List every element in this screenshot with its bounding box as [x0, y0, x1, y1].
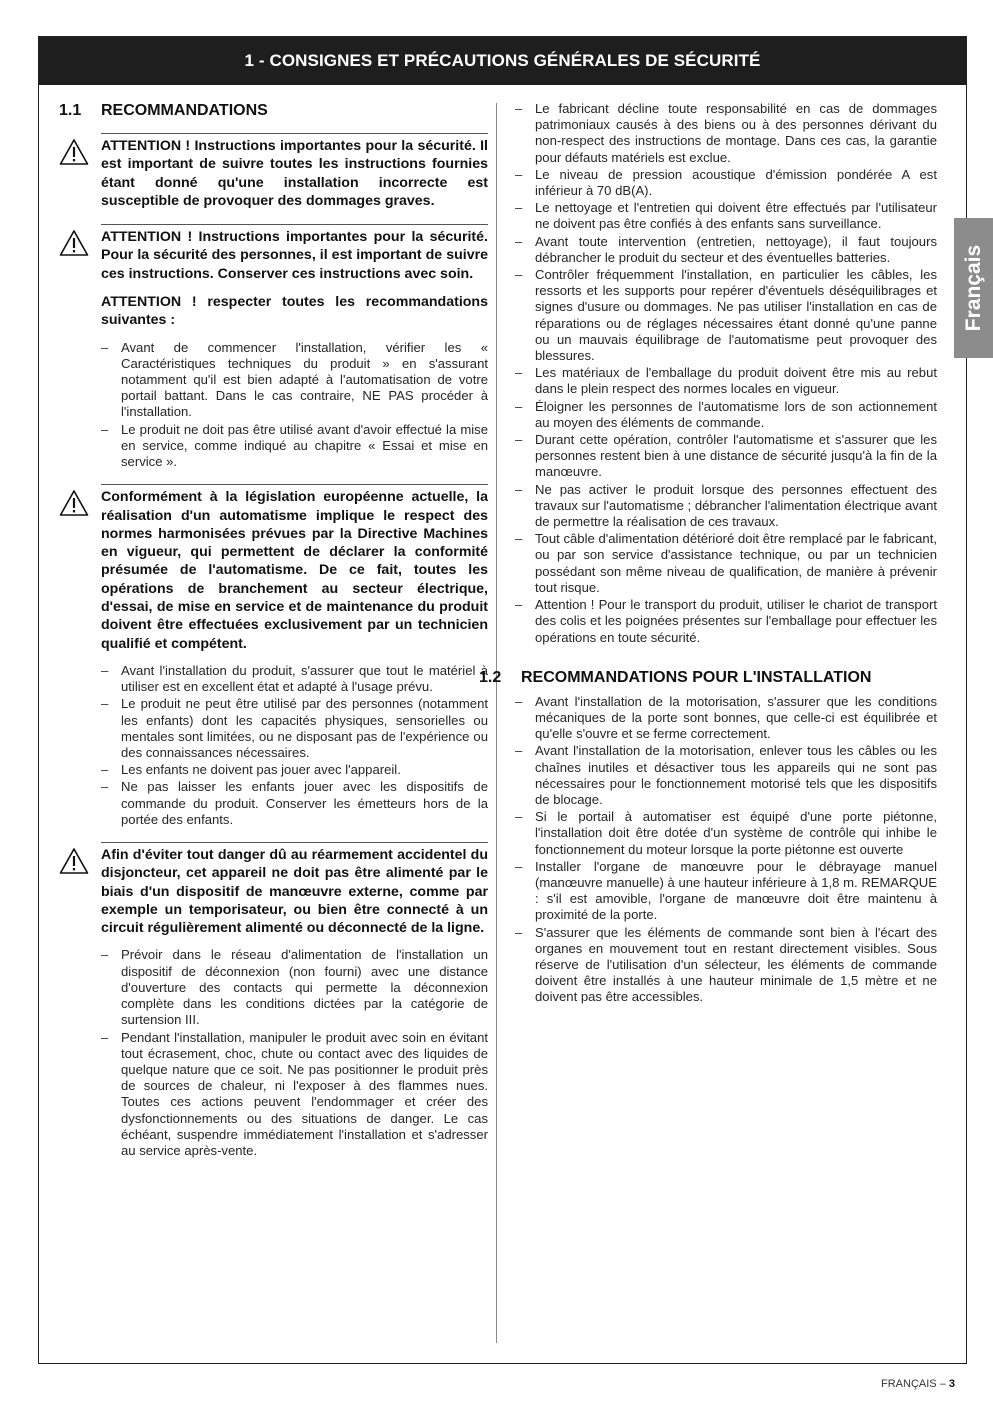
list-item: – Ne pas laisser les enfants jouer avec les dispositifs de commande du produit. Conserver les émetteurs hors de la portée des enfants. [101, 779, 488, 828]
bullet-list [101, 947, 488, 1159]
list-item: – Avant l'installation du produit, s'assurer que tout le matériel à utiliser est en excellent état et adapté à l'usage prévu. [101, 663, 488, 695]
section-title: RECOMMANDATIONS [101, 102, 268, 119]
list-item: – Avant l'installation de la motorisation, s'assurer que les conditions mécaniques de la porte sont bonnes, que celle-ci est équilibrée et qu'elle s'ouvre et se ferme correctement. [515, 694, 937, 743]
warning-text: Afin d'éviter tout danger dû au réarmement accidentel du disjoncteur, cet appareil ne doit pas être alimenté par le biais d'un dispositif de manœuvre externe, comme par exemple un temporisateur, ou bien être connecté à un circuit régulièrement alimenté ou déconnecté de la ligne. [101, 847, 488, 937]
list-item: – Le produit ne peut être utilisé par des personnes (notamment les enfants) dont les capacités physiques, sensorielles ou mentales sont limitées, ou ne disposant pas de l'expérience ou des connaissances nécessaires. [101, 696, 488, 761]
section-number: 1.1 [59, 102, 82, 119]
bullet-list [515, 694, 937, 1006]
section-number: 1.2 [479, 668, 502, 686]
list-item: – Attention ! Pour le transport du produit, utiliser le chariot de transport des colis et les poignées présentes sur l'emballage pour effectuer les opérations en toute sécurité. [515, 597, 937, 646]
warning-body [101, 224, 488, 329]
bullet-list [101, 663, 488, 828]
list-item: – Avant de commencer l'installation, vérifier les « Caractéristiques techniques du produit » en s'assurant notamment qu'il est bien adapté à l'automatisation de votre portail battant. Dans le cas contraire, NE PAS procéder à l'installation. [101, 340, 488, 421]
list-item: – Avant l'installation de la motorisation, enlever tous les câbles ou les chaînes inutiles et désactiver tous les appareils qui ne sont pas nécessaires pour le fonctionnement motorisé tels que les dispositifs de blocage. [515, 743, 937, 808]
warning-text: Conformément à la législation européenne actuelle, la réalisation d'un automatisme implique le respect des normes harmonisées prévues par la Directive Machines en vigueur, qui permettent de déclarer la conformité présumée de l'automatisme. De ce fait, toutes les opérations de branchement au secteur électrique, d'essai, de mise en service et de maintenance du produit doivent être effectuées exclusivement par un technicien qualifié et compétent. [101, 489, 488, 652]
warning-body [101, 484, 488, 653]
list-item: – Les matériaux de l'emballage du produit doivent être mis au rebut dans le plein respect des normes locales en vigueur. [515, 365, 937, 397]
bullet-list [101, 340, 488, 471]
list-item: – Tout câble d'alimentation détérioré doit être remplacé par le fabricant, ou par son service d'assistance technique, ou par un technicien possédant son même niveau de qualification, de manière à prévenir tout risque. [515, 531, 937, 596]
section-heading-1-2 [479, 668, 937, 688]
section-title: RECOMMANDATIONS POUR L'INSTALLATION [521, 668, 872, 686]
bullet-list [515, 101, 937, 646]
list-item: – Pendant l'installation, manipuler le produit avec soin en évitant tout écrasement, choc, chute ou contact avec des liquides de quelque nature que ce soit. Ne pas positionner le produit près de sources de chaleur, ni l'exposer à des flammes nues. Toutes ces actions peuvent l'endommager et créer des dysfonctionnements ou des situations de danger. Le cas échéant, suspendre immédiatement l'installation et s'adresser au service après-vente. [101, 1030, 488, 1160]
page-footer [881, 1378, 955, 1390]
list-item: – Contrôler fréquemment l'installation, en particulier les câbles, les ressorts et les supports pour repérer d'éventuels déséquilibrages et signes d'usure ou dommages. Ne pas utiliser l'installation en cas de réparations ou de réglages nécessaires étant donné qu'une panne ou un mauvais équilibrage de l'automatisme peut provoquer des blessures. [515, 267, 937, 364]
warning-text: ATTENTION ! Instructions importantes pour la sécurité. Pour la sécurité des personnes, il est important de suivre ces instructions. Conserver ces instructions avec soin. [101, 229, 488, 282]
list-item: – Les enfants ne doivent pas jouer avec l'appareil. [101, 762, 488, 778]
list-item: – Le produit ne doit pas être utilisé avant d'avoir effectué la mise en service, comme indiqué au chapitre « Essai et mise en service ». [101, 422, 488, 471]
section-1-2 [479, 668, 937, 1006]
right-column [479, 101, 937, 1007]
language-tab [954, 218, 993, 358]
warning-block [59, 484, 488, 653]
section-heading-1-1 [59, 101, 488, 121]
chapter-title: 1 - CONSIGNES ET PRÉCAUTIONS GÉNÉRALES DE SÉCURITÉ [244, 51, 761, 70]
list-item: – Durant cette opération, contrôler l'automatisme et s'assurer que les personnes restent bien à une distance de sécurité jusqu'à la fin de la manœuvre. [515, 432, 937, 481]
column-divider [496, 103, 497, 1343]
warning-triangle-icon [59, 229, 89, 257]
list-item: – Le nettoyage et l'entretien qui doivent être effectués par l'utilisateur ne doivent pas être confiés à des enfants sans surveillance. [515, 200, 937, 232]
warning-triangle-icon [59, 847, 89, 875]
language-tab-label: Français [961, 244, 985, 332]
page-number: 3 [948, 1378, 955, 1390]
list-item: – Avant toute intervention (entretien, nettoyage), il faut toujours débrancher le produit du secteur et des éventuelles batteries. [515, 234, 937, 266]
list-item: – S'assurer que les éléments de commande sont bien à l'écart des organes en mouvement tout en restant directement visibles. Sous réserve de l'utilisation d'un sélecteur, les éléments de commande doivent être installés à une hauteur minimale de 1,5 mètre et ne doivent pas être accessibles. [515, 925, 937, 1006]
warning-body [101, 133, 488, 210]
warning-block [59, 842, 488, 937]
warning-text: ATTENTION ! Instructions importantes pour la sécurité. Il est important de suivre toutes les instructions fournies étant donné qu'une installation incorrecte est susceptible de provoquer des dommages graves. [101, 138, 488, 209]
list-item: – Éloigner les personnes de l'automatisme lors de son actionnement au moyen des éléments de commande. [515, 399, 937, 431]
page-frame [38, 36, 967, 1364]
footer-language: FRANÇAIS – [881, 1378, 949, 1390]
warning-triangle-icon [59, 489, 89, 517]
list-item: – Ne pas activer le produit lorsque des personnes effectuent des travaux sur l'automatisme ; débrancher l'alimentation électrique avant de permettre la réalisation de ces travaux. [515, 482, 937, 531]
list-item: – Si le portail à automatiser est équipé d'une porte piétonne, l'installation doit être dotée d'un système de contrôle qui inhibe le fonctionnement du moteur lorsque la porte piétonne est ouverte [515, 809, 937, 858]
list-item: – Le niveau de pression acoustique d'émission pondérée A est inférieur à 70 dB(A). [515, 167, 937, 199]
list-item: – Prévoir dans le réseau d'alimentation de l'installation un dispositif de déconnexion (non fourni) avec une distance d'ouverture des contacts qui permette la déconnexion complète dans les conditions dictées par la catégorie de surtension III. [101, 947, 488, 1028]
warning-block [59, 224, 488, 329]
list-item: – Le fabricant décline toute responsabilité en cas de dommages patrimoniaux causés à des biens ou à des personnes dérivant du non-respect des instructions de montage. Dans ces cas, la garantie pour défauts matériels est exclue. [515, 101, 937, 166]
subheading: ATTENTION ! respecter toutes les recommandations suivantes : [101, 294, 488, 329]
list-item: – Installer l'organe de manœuvre pour le débrayage manuel (manœuvre manuelle) à une hauteur inférieure à 1,8 m. REMARQUE : s'il est amovible, l'organe de manœuvre doit être maintenu à proximité de la porte. [515, 859, 937, 924]
warning-block [59, 133, 488, 210]
left-column [59, 101, 488, 1173]
chapter-banner [39, 37, 966, 85]
warning-body [101, 842, 488, 937]
warning-triangle-icon [59, 138, 89, 166]
